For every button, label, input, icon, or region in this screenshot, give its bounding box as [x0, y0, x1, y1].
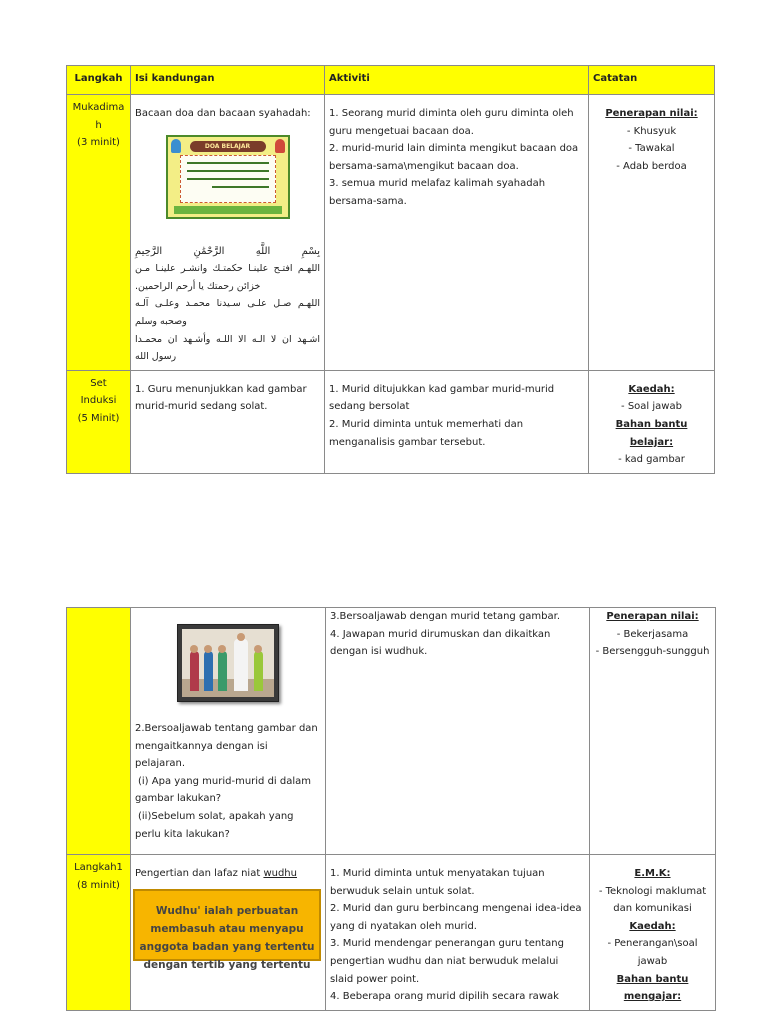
child-figure	[190, 651, 199, 691]
arabic-doa-text: بِسْمِ اللَّهِ الرَّحْمَٰنِ الرَّحِيمِ اللهـم افتـح علينـا حكمتـك وانشـر علينـا مـن خزائن رحمتك يا أرحم الراحمين. اللهـم صـل علـى سـيدنا محمـد وعلـى آلـه وصحبه وسلم اشـهد ان لا الـه الا اللـه وأشـهد ان محمـدا رسول الله	[135, 245, 320, 363]
catatan-set-induksi: Kaedah: - Soal jawab Bahan bantu belajar: - kad gambar	[589, 370, 715, 473]
child-icon	[275, 139, 285, 153]
catatan-pengertian-wudhu: E.M.K: - Teknologi maklumat dan komunikasi Kaedah: - Penerangan\soal jawab Bahan bantu mengajar:	[590, 855, 716, 1011]
header-aktiviti: Aktiviti	[325, 66, 589, 95]
lesson-table-2	[66, 607, 716, 1011]
teacher-figure	[234, 639, 248, 691]
header-isi-kandungan: Isi kandungan	[131, 66, 325, 95]
isi-mukadimah	[131, 95, 325, 371]
lesson-table-1	[66, 65, 715, 474]
isi-soal-jawab: 2.Bersoaljawab tentang gambar dan mengaitkannya dengan isi pelajaran. (i) Apa yang murid-murid di dalam gambar lakukan? (ii)Sebelum solat, apakah yang perlu kita lakukan?	[131, 608, 326, 855]
doa-banner: DOA BELAJAR	[190, 141, 266, 152]
wudhu-definition-box: Wudhu' ialah perbuatan membasuh atau menyapu anggota badan yang tertentu dengan tertib yang tertentu	[133, 889, 321, 961]
child-figure	[254, 651, 263, 691]
child-figure	[204, 651, 213, 691]
solat-photo	[177, 624, 279, 702]
step-set-induksi: Set Induksi (5 Minit)	[67, 370, 131, 473]
isi-pengertian-wudhu: Pengertian dan lafaz niat wudhu Wudhu' ialah perbuatan membasuh atau menyapu anggota badan yang tertentu dengan tertib yang tertentu	[131, 855, 326, 1011]
aktiviti-mukadimah: 1. Seorang murid diminta oleh guru diminta oleh guru mengetuai bacaan doa. 2. murid-murid lain diminta mengikut bacaan doa bersama-sama\mengikut bacaan doa. 3. semua murid melafaz kalimah syahadah bersama-sama.	[325, 95, 589, 371]
header-langkah: Langkah	[67, 66, 131, 95]
child-icon	[171, 139, 181, 153]
step-set-induksi-cont	[67, 608, 131, 855]
doa-text-area	[180, 155, 276, 203]
isi-set-induksi: 1. Guru menunjukkan kad gambar murid-murid sedang solat.	[131, 370, 325, 473]
aktiviti-pengertian-wudhu: 1. Murid diminta untuk menyatakan tujuan berwuduk selain untuk solat. 2. Murid dan guru berbincang mengenai idea-idea yang di nyatakan oleh murid. 3. Murid mendengar penerangan guru tentang pengertian wudhu dan niat berwuduk melalui slaid power point. 4. Beberapa orang murid dipilih secara rawak	[326, 855, 590, 1011]
isi-title: Bacaan doa dan bacaan syahadah:	[135, 108, 311, 119]
doa-belajar-image	[166, 135, 290, 219]
catatan-mukadimah: Penerapan nilai: - Khusyuk - Tawakal - Adab berdoa	[589, 95, 715, 371]
aktiviti-set-induksi: 1. Murid ditujukkan kad gambar murid-murid sedang bersolat 2. Murid diminta untuk memerhati dan menganalisis gambar tersebut.	[325, 370, 589, 473]
grass-border	[174, 206, 282, 214]
header-catatan: Catatan	[589, 66, 715, 95]
step-mukadimah: Mukadima h (3 minit)	[67, 95, 131, 371]
aktiviti-soal-jawab: 3.Bersoaljawab dengan murid tetang gambar. 4. Jawapan murid dirumuskan dan dikaitkan dengan isi wudhuk.	[326, 608, 590, 855]
child-figure	[218, 651, 227, 691]
step-langkah1: Langkah1 (8 minit)	[67, 855, 131, 1011]
catatan-soal-jawab: Penerapan nilai: - Bekerjasama - Bersengguh-sungguh	[590, 608, 716, 855]
